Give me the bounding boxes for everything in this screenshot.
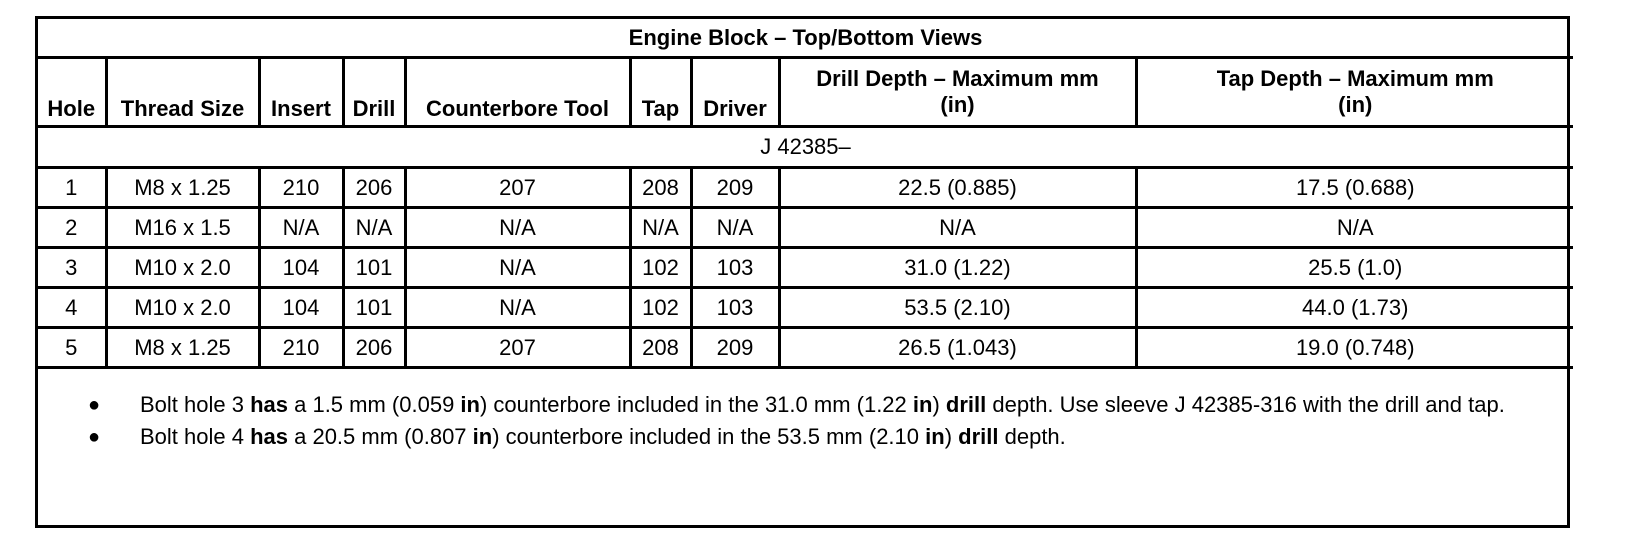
- cell-tap: 102: [630, 248, 691, 288]
- kit-number-row: [38, 127, 1573, 168]
- cell-hole: 1: [38, 168, 106, 208]
- table-title-row: [38, 19, 1573, 58]
- cell-driver: 209: [691, 168, 779, 208]
- cell-drill: 101: [343, 248, 405, 288]
- header-driver: Driver: [691, 58, 779, 127]
- header-tap-depth-line2: (in): [1338, 92, 1373, 117]
- cell-tap-depth: N/A: [1136, 208, 1573, 248]
- cell-thread-size: M8 x 1.25: [106, 168, 259, 208]
- cell-drill: N/A: [343, 208, 405, 248]
- header-tap-depth: [1136, 58, 1573, 127]
- header-counterbore-tool: Counterbore Tool: [405, 58, 630, 127]
- cell-counterbore-tool: 207: [405, 168, 630, 208]
- cell-tap-depth: 19.0 (0.748): [1136, 328, 1573, 368]
- cell-hole: 3: [38, 248, 106, 288]
- header-insert: Insert: [259, 58, 343, 127]
- header-drill-depth-line1: Drill Depth – Maximum mm: [816, 66, 1099, 91]
- cell-hole: 2: [38, 208, 106, 248]
- cell-thread-size: M8 x 1.25: [106, 328, 259, 368]
- cell-tap: 208: [630, 168, 691, 208]
- note-item: [88, 424, 1553, 450]
- bullet-icon: ●: [88, 394, 101, 416]
- cell-drill: 101: [343, 288, 405, 328]
- notes-list: [88, 392, 1553, 450]
- engine-block-spec-table: [38, 19, 1573, 369]
- cell-insert: 104: [259, 248, 343, 288]
- cell-drill-depth: 53.5 (2.10): [779, 288, 1136, 328]
- note-text: Bolt hole 3 has a 1.5 mm (0.059 in) counterbore included in the 31.0 mm (1.22 in) drill depth. Use sleeve J 42385-316 with the drill and tap.: [140, 392, 1505, 417]
- table-title: Engine Block – Top/Bottom Views: [38, 19, 1573, 58]
- header-hole: Hole: [38, 58, 106, 127]
- header-drill-depth: [779, 58, 1136, 127]
- cell-drill: 206: [343, 168, 405, 208]
- header-tap-depth-line1: Tap Depth – Maximum mm: [1216, 66, 1494, 91]
- table-row: [38, 328, 1573, 368]
- cell-thread-size: M10 x 2.0: [106, 288, 259, 328]
- header-drill: Drill: [343, 58, 405, 127]
- cell-counterbore-tool: 207: [405, 328, 630, 368]
- cell-tap: N/A: [630, 208, 691, 248]
- table-row: [38, 168, 1573, 208]
- cell-driver: 209: [691, 328, 779, 368]
- cell-drill-depth: 22.5 (0.885): [779, 168, 1136, 208]
- cell-counterbore-tool: N/A: [405, 208, 630, 248]
- header-tap: Tap: [630, 58, 691, 127]
- cell-thread-size: M16 x 1.5: [106, 208, 259, 248]
- cell-hole: 5: [38, 328, 106, 368]
- note-text: Bolt hole 4 has a 20.5 mm (0.807 in) counterbore included in the 53.5 mm (2.10 in) drill depth.: [140, 424, 1066, 449]
- header-thread-size: Thread Size: [106, 58, 259, 127]
- cell-drill-depth: N/A: [779, 208, 1136, 248]
- cell-counterbore-tool: N/A: [405, 288, 630, 328]
- cell-driver: 103: [691, 248, 779, 288]
- cell-insert: 210: [259, 328, 343, 368]
- cell-drill: 206: [343, 328, 405, 368]
- cell-driver: 103: [691, 288, 779, 328]
- cell-hole: 4: [38, 288, 106, 328]
- cell-drill-depth: 26.5 (1.043): [779, 328, 1136, 368]
- cell-tap: 208: [630, 328, 691, 368]
- notes-section: [38, 382, 1567, 525]
- table-row: [38, 208, 1573, 248]
- kit-number: J 42385–: [38, 127, 1573, 168]
- table-row: [38, 288, 1573, 328]
- table-header-row: [38, 58, 1573, 127]
- spec-table-frame: [35, 16, 1570, 528]
- cell-insert: 210: [259, 168, 343, 208]
- cell-insert: N/A: [259, 208, 343, 248]
- cell-tap-depth: 25.5 (1.0): [1136, 248, 1573, 288]
- cell-thread-size: M10 x 2.0: [106, 248, 259, 288]
- cell-tap: 102: [630, 288, 691, 328]
- cell-driver: N/A: [691, 208, 779, 248]
- cell-counterbore-tool: N/A: [405, 248, 630, 288]
- note-item: [88, 392, 1553, 418]
- table-row: [38, 248, 1573, 288]
- bullet-icon: ●: [88, 426, 101, 448]
- cell-tap-depth: 44.0 (1.73): [1136, 288, 1573, 328]
- cell-insert: 104: [259, 288, 343, 328]
- cell-drill-depth: 31.0 (1.22): [779, 248, 1136, 288]
- header-drill-depth-line2: (in): [940, 92, 975, 117]
- cell-tap-depth: 17.5 (0.688): [1136, 168, 1573, 208]
